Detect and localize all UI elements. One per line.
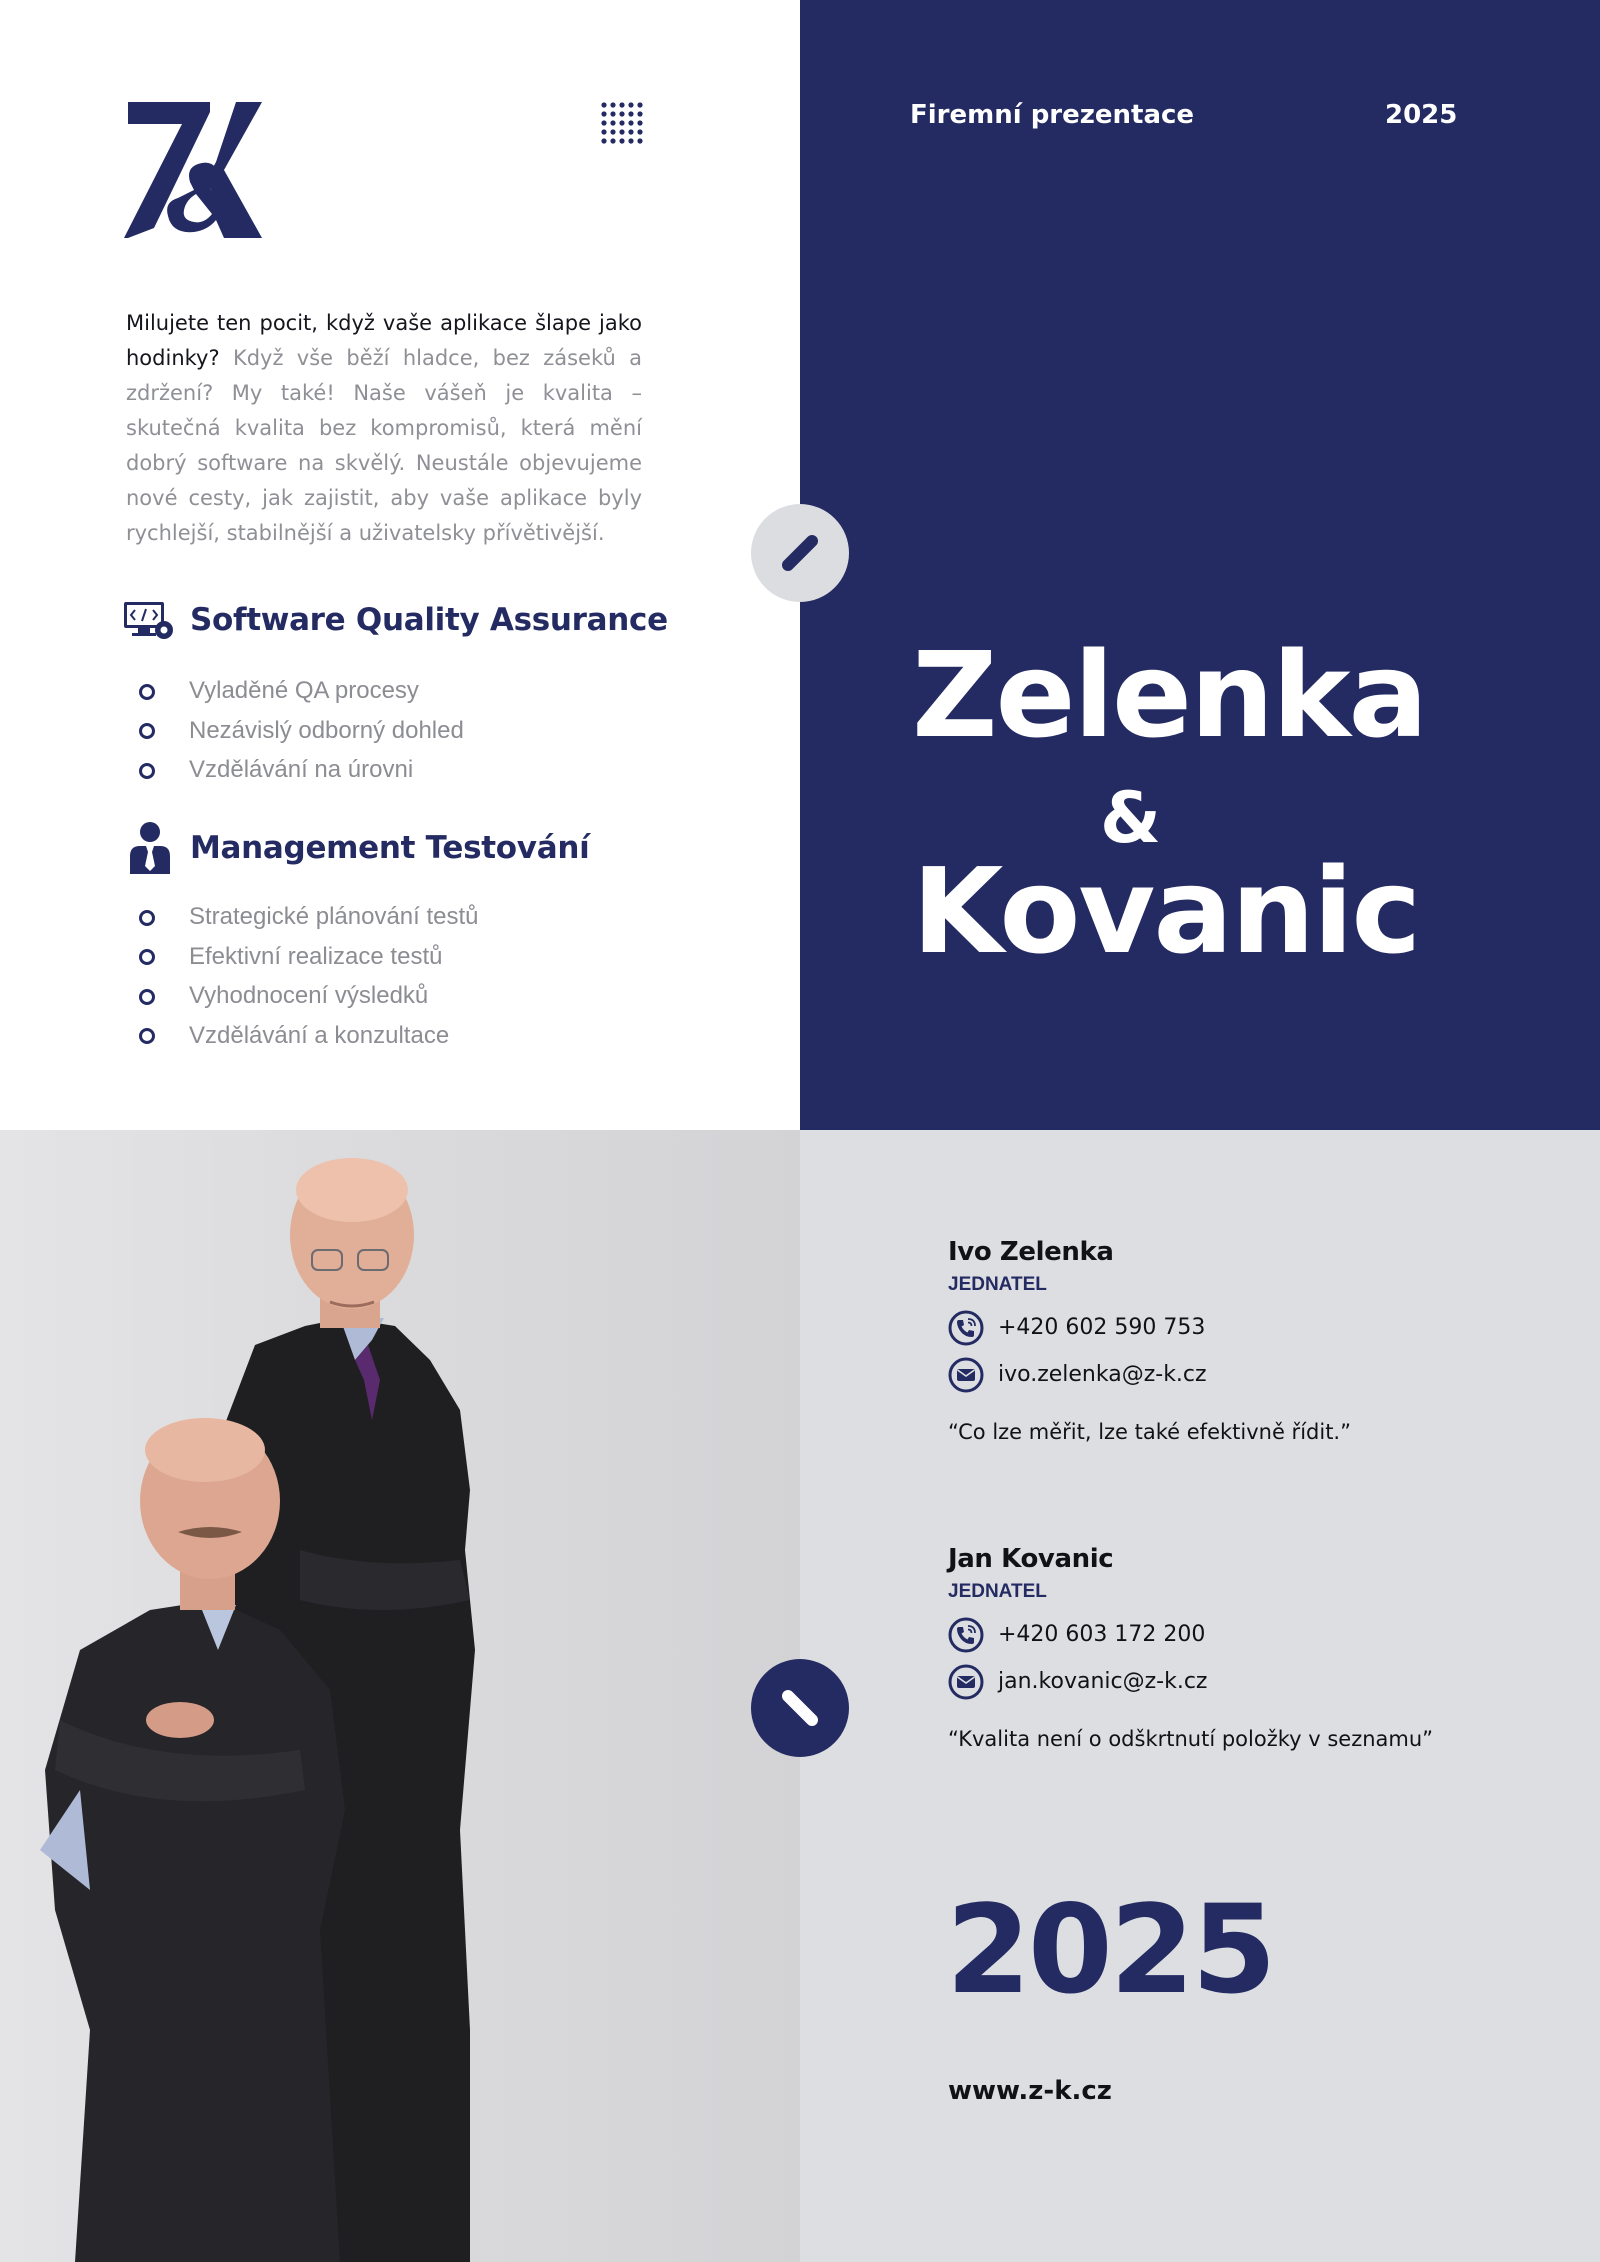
slash-icon	[751, 504, 849, 602]
header-year: 2025	[1385, 100, 1458, 130]
section-management-list	[139, 897, 479, 1055]
contact-card	[948, 1234, 1351, 1444]
header-label: Firemní prezentace	[910, 100, 1195, 130]
monitor-code-gear-icon	[124, 600, 174, 640]
bullet-icon	[139, 684, 155, 700]
contact-email[interactable]: jan.kovanic@z-k.cz	[998, 1669, 1208, 1694]
list-item: Efektivní realizace testů	[139, 937, 479, 977]
bullet-icon	[139, 949, 155, 965]
envelope-icon	[948, 1357, 984, 1393]
contact-quote: “Kvalita není o odškrtnutí položky v seznamu”	[948, 1727, 1434, 1751]
founders-illustration	[0, 1130, 800, 2262]
backslash-icon	[751, 1659, 849, 1757]
contact-name: Jan Kovanic	[948, 1544, 1114, 1574]
contact-email-row[interactable]	[948, 1658, 1433, 1705]
list-item: Strategické plánování testů	[139, 897, 479, 937]
bullet-icon	[139, 723, 155, 739]
contact-email-row[interactable]	[948, 1351, 1351, 1398]
connector-circle-top	[751, 504, 849, 602]
list-item: Vzdělávání na úrovni	[139, 750, 464, 790]
contact-phone[interactable]: +420 602 590 753	[998, 1315, 1206, 1340]
contact-quote: “Co lze měřit, lze také efektivně řídit.”	[948, 1420, 1351, 1444]
bullet-icon	[139, 763, 155, 779]
bullet-icon	[139, 1028, 155, 1044]
company-name-first: Zelenka	[912, 626, 1427, 764]
section-management-heading	[124, 822, 589, 874]
list-item: Vzdělávání a konzultace	[139, 1016, 479, 1056]
phone-icon	[948, 1617, 984, 1653]
list-item: Vyladěné QA procesy	[139, 671, 464, 711]
list-item: Nezávislý odborný dohled	[139, 711, 464, 751]
envelope-icon	[948, 1664, 984, 1700]
contact-role: JEDNATEL	[948, 1581, 1047, 1602]
contact-phone[interactable]: +420 603 172 200	[998, 1622, 1206, 1647]
footer-year: 2025	[946, 1879, 1274, 2021]
connector-circle-bottom	[751, 1659, 849, 1757]
intro-rest: Když vše běží hladce, bez záseků a zdržení? My také! Naše vášeň je kvalita – skutečná kvalita bez kompromisů, která mění dobrý software na skvělý. Neustále objevujeme nové cesty, jak zajistit, aby vaše aplikace byly rychlejší, stabilnější a uživatelsky přívětivější.	[126, 346, 642, 545]
section-qa-heading	[124, 600, 668, 640]
dots-grid-icon	[601, 102, 643, 144]
section-qa-list	[139, 671, 464, 790]
person-tie-icon	[128, 822, 172, 874]
contact-name: Ivo Zelenka	[948, 1237, 1114, 1267]
contact-phone-row[interactable]	[948, 1304, 1351, 1351]
company-name-second: Kovanic	[912, 842, 1420, 980]
section-qa-title: Software Quality Assurance	[190, 602, 668, 638]
contact-card	[948, 1541, 1433, 1751]
phone-icon	[948, 1310, 984, 1346]
intro-paragraph	[126, 306, 642, 551]
bullet-icon	[139, 910, 155, 926]
section-management-title: Management Testování	[190, 830, 590, 866]
zk-logo-icon	[124, 102, 262, 238]
contact-role: JEDNATEL	[948, 1274, 1047, 1295]
intro-lead: Milujete ten pocit, když vaše aplikace šlape jako hodinky?	[126, 311, 642, 370]
website-link[interactable]: www.z-k.cz	[948, 2076, 1112, 2106]
company-ampersand: &	[1100, 777, 1162, 859]
founders-photo	[0, 1130, 800, 2262]
list-item: Vyhodnocení výsledků	[139, 976, 479, 1016]
contact-phone-row[interactable]	[948, 1611, 1433, 1658]
bullet-icon	[139, 989, 155, 1005]
contact-email[interactable]: ivo.zelenka@z-k.cz	[998, 1362, 1207, 1387]
